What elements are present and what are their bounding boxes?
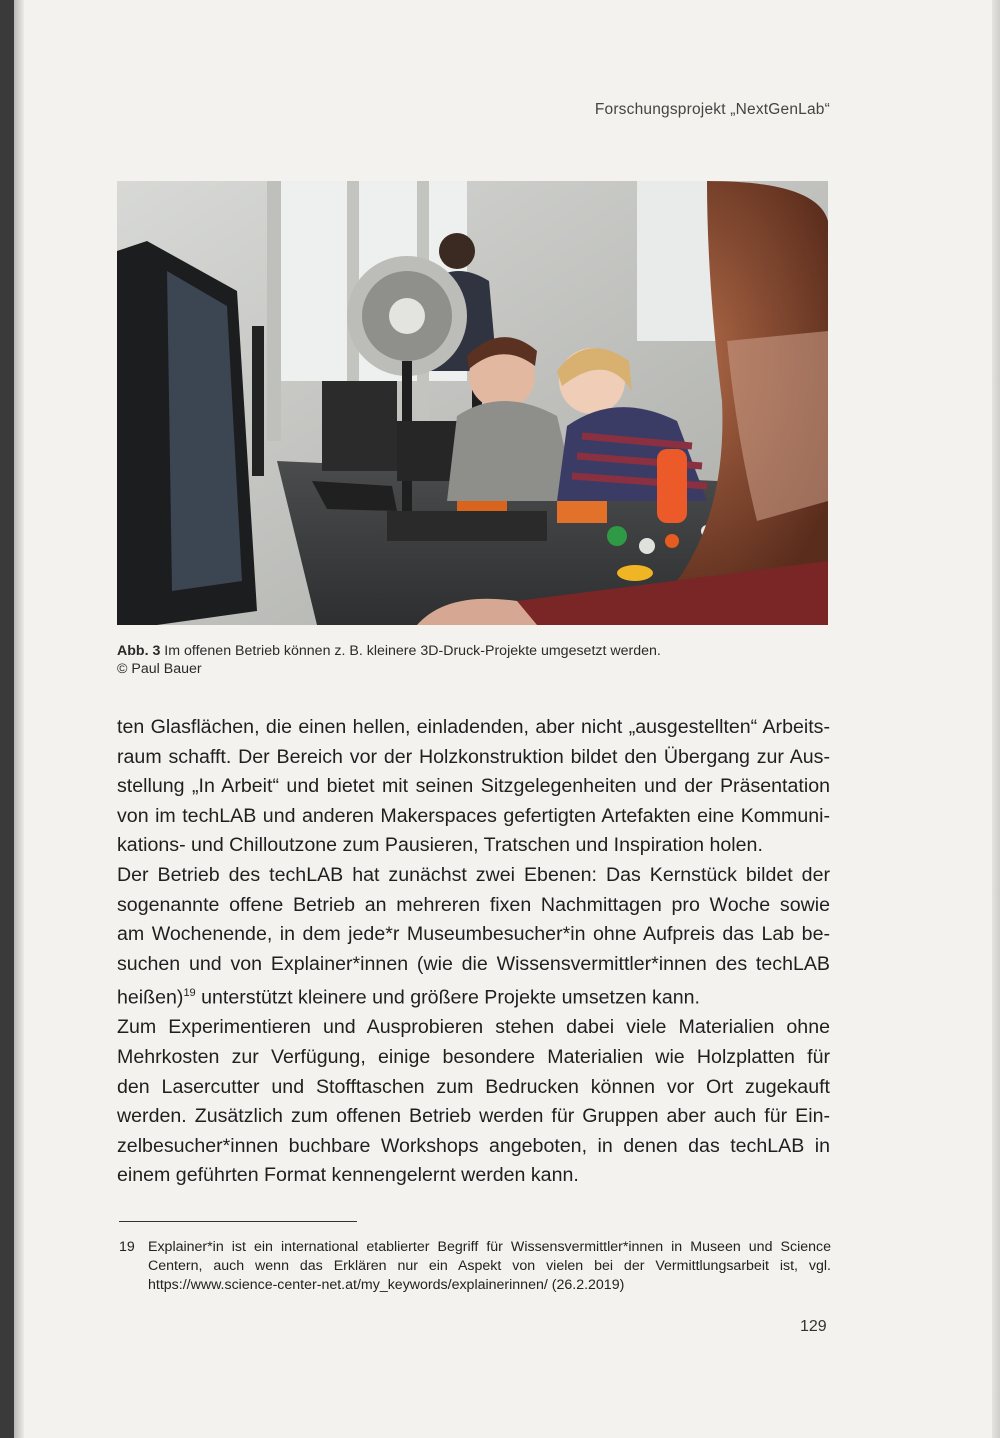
text-line: Mehrkosten zur Verfügung, einige besondere Materialien wie Holzplatten für [117,1046,830,1069]
text-fragment: heißen) [117,986,184,1009]
footnote-number: 19 [119,1239,135,1255]
footnote-reference[interactable]: 19 [183,987,196,1000]
footnote-divider [119,1221,357,1222]
paragraph-1 [117,713,830,861]
text-line: zelbesucher*innen buchbare Workshops angeboten, in denen das techLAB in [117,1134,830,1157]
page-edge [992,0,1000,1438]
text-line: suchen und von Explainer*innen (wie die Wissensvermittler*innen des techLAB [117,952,830,975]
figure-credit: © Paul Bauer [117,661,202,677]
body-text [117,713,830,1191]
text-line: am Wochenende, in dem jede*r Museumbesucher*in ohne Aufpreis das Lab be- [117,923,830,946]
paragraph-3 [117,1013,830,1191]
paragraph-2 [117,861,830,1014]
footnote [119,1238,831,1295]
text-line: ten Glasflächen, die einen hellen, einladenden, aber nicht „ausgestellten“ Arbeits- [117,716,830,738]
text-line: kations- und Chilloutzone zum Pausieren, Tratschen und Inspiration holen. [117,834,763,857]
text-line: von im techLAB und anderen Makerspaces gefertigten Artefakten eine Kommuni- [117,804,830,827]
page-gutter-shadow [14,0,24,1438]
figure-photo [117,181,828,625]
text-line: einem geführten Format kennengelernt werden kann. [117,1164,579,1187]
running-head: Forschungsprojekt „NextGenLab“ [594,101,830,118]
text-line: stellung „In Arbeit“ und bietet mit seinen Sitzgelegenheiten und der Präsentation [117,775,830,798]
text-line: Der Betrieb des techLAB hat zunächst zwei Ebenen: Das Kernstück bildet der [117,863,830,886]
text-line [117,979,830,1013]
figure-label: Abb. 3 [117,643,161,659]
text-line: sogenannte offene Betrieb an mehreren fixen Nachmittagen pro Woche sowie [117,893,830,916]
text-line: den Lasercutter und Stofftaschen zum Bedrucken können vor Ort zugekauft [117,1075,830,1098]
text-fragment: unterstützt kleinere und größere Projekte umsetzen kann. [195,986,700,1009]
figure-caption [117,642,829,678]
page-number: 129 [800,1318,827,1335]
text-line: werden. Zusätzlich zum offenen Betrieb werden für Gruppen aber auch für Ein- [117,1105,830,1128]
text-line: Zum Experimentieren und Ausprobieren stehen dabei viele Materialien ohne [117,1016,830,1039]
footnote-text: Explainer*in ist ein international etablierter Begriff für Wissensvermittler*innen in Museen und Science Centern, auch wenn das Erklären nur ein Aspekt von vielen bei der Vermittlungsarbeit ist, vgl. https://www.science-center-net.at/my_keywords/explainerinnen/ (26.2.2019) [148,1239,831,1293]
figure-caption-text: Im offenen Betrieb können z. B. kleinere 3D-Druck-Projekte umgesetzt werden. [160,643,661,659]
text-line: raum schafft. Der Bereich vor der Holzkonstruktion bildet den Übergang zur Aus- [117,745,830,768]
